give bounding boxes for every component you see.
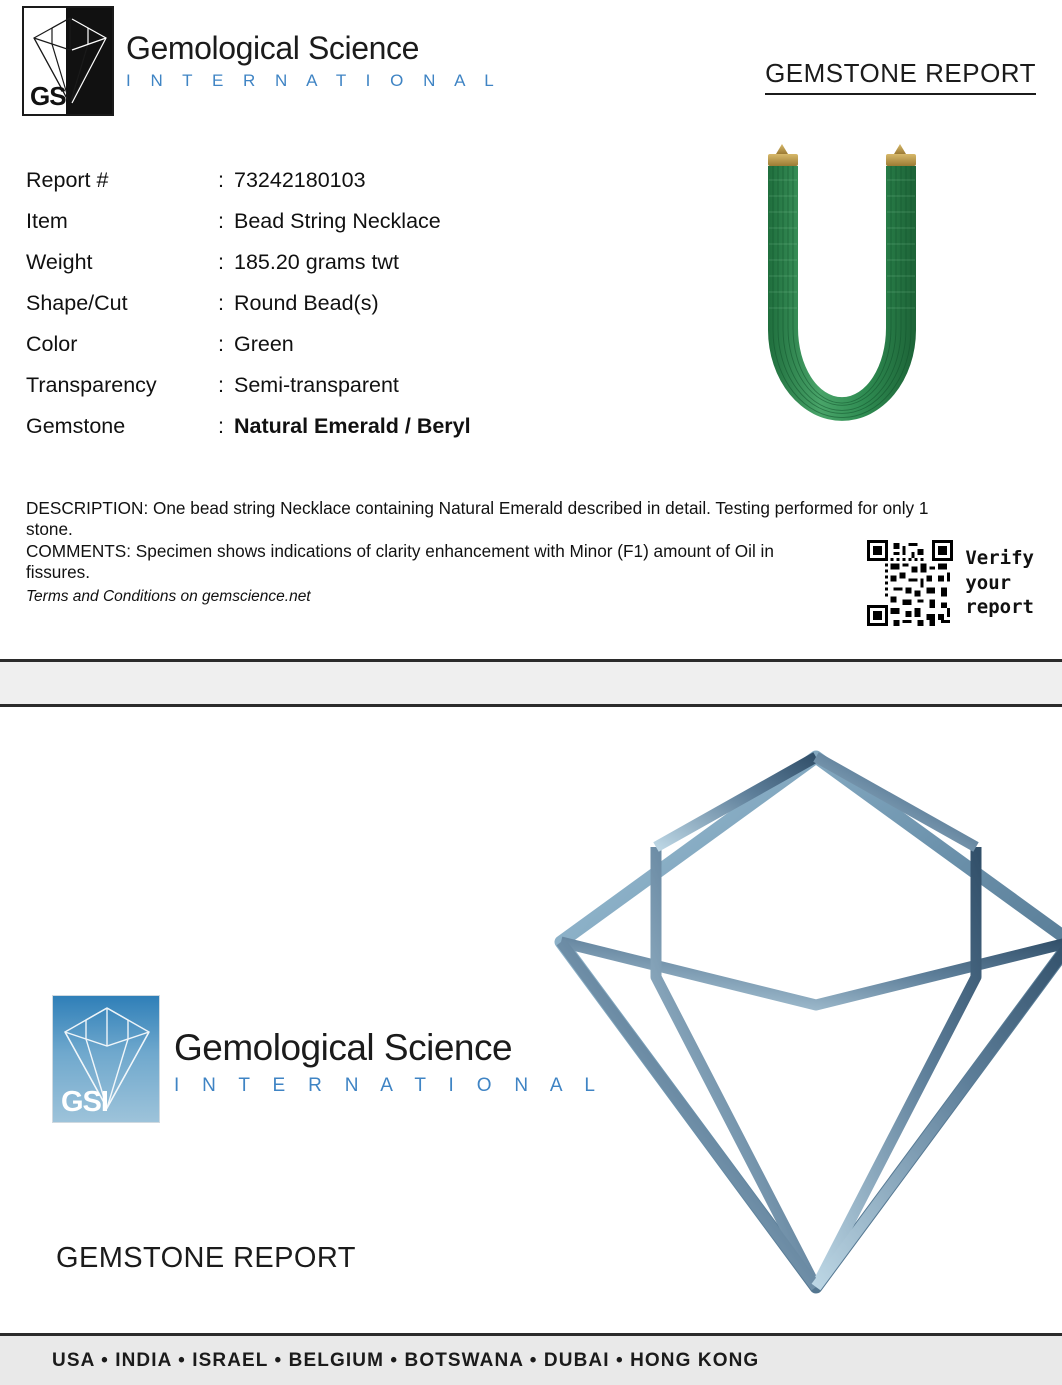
- detail-label: Shape/Cut: [26, 291, 128, 315]
- card-separator: [0, 662, 1062, 707]
- necklace-illustration-icon: [744, 140, 984, 470]
- comments-text: COMMENTS: Specimen shows indications of clarity enhancement with Minor (F1) amount of Oil in fissures.: [26, 540, 774, 582]
- detail-row-shape-cut: [26, 291, 586, 332]
- qr-code-icon[interactable]: [867, 540, 953, 626]
- detail-row-item: [26, 209, 586, 250]
- description-block: [26, 498, 976, 608]
- detail-value: 73242180103: [234, 168, 366, 192]
- gemstone-photo: [744, 140, 984, 470]
- detail-label: Gemstone: [26, 414, 126, 438]
- detail-row-color: [26, 332, 586, 373]
- certificate-top-card: [0, 0, 1062, 662]
- detail-separator: :: [218, 291, 224, 315]
- verify-line-3: report: [965, 596, 1034, 619]
- footer-bar: [0, 1333, 1062, 1385]
- verify-label: [965, 546, 1034, 620]
- verify-line-1: Verify: [965, 546, 1034, 569]
- detail-value: Semi-transparent: [234, 373, 399, 397]
- detail-value: Round Bead(s): [234, 291, 379, 315]
- detail-row-weight: [26, 250, 586, 291]
- detail-label: Report #: [26, 168, 109, 192]
- diamond-outline-svg: [526, 727, 1062, 1307]
- detail-value: Bead String Necklace: [234, 209, 441, 233]
- brand-subtitle: I N T E R N A T I O N A L: [174, 1075, 604, 1096]
- detail-separator: :: [218, 250, 224, 274]
- footer-locations: USA • INDIA • ISRAEL • BELGIUM • BOTSWANA • DUBAI • HONG KONG: [52, 1349, 760, 1371]
- terms-text: Terms and Conditions on gemscience.net: [26, 587, 311, 605]
- brand-name: Gemological Science: [126, 30, 419, 66]
- description-text: DESCRIPTION: One bead string Necklace containing Natural Emerald described in detail. Testing performed for only 1 stone.: [26, 498, 929, 539]
- detail-value: Natural Emerald / Beryl: [234, 414, 471, 438]
- detail-value: 185.20 grams twt: [234, 250, 399, 274]
- brand-name: Gemological Science: [174, 1027, 513, 1068]
- verify-report-block[interactable]: [867, 540, 1034, 626]
- detail-row-gemstone: [26, 414, 586, 455]
- gsi-logo-mark-text: GSI: [61, 1086, 108, 1118]
- brand-subtitle: I N T E R N A T I O N A L: [126, 71, 502, 90]
- detail-separator: :: [218, 168, 224, 192]
- page-title: GEMSTONE REPORT: [765, 58, 1036, 95]
- gem-details-table: [26, 168, 586, 455]
- detail-label: Item: [26, 209, 68, 233]
- detail-separator: :: [218, 373, 224, 397]
- detail-row-transparency: [26, 373, 586, 414]
- detail-label: Color: [26, 332, 78, 356]
- gsi-logo-wordmark: [174, 995, 604, 1097]
- gsi-diamond-logo-icon: [22, 6, 114, 116]
- detail-label: Transparency: [26, 373, 157, 397]
- verify-line-2: your: [965, 571, 1012, 594]
- gsi-diamond-logo-icon: [52, 995, 160, 1123]
- gsi-logo-bottom: [52, 995, 604, 1123]
- gsi-logo: [22, 6, 501, 116]
- detail-separator: :: [218, 414, 224, 438]
- top-card-header: [0, 0, 1062, 130]
- certificate-bottom-card: [0, 707, 1062, 1385]
- detail-separator: :: [218, 332, 224, 356]
- gsi-logo-wordmark: [126, 6, 501, 91]
- gsi-logo-mark-text: GSI: [30, 81, 72, 111]
- detail-label: Weight: [26, 250, 93, 274]
- detail-value: Green: [234, 332, 294, 356]
- qr-code-svg: [867, 540, 953, 626]
- detail-separator: :: [218, 209, 224, 233]
- cover-title: GEMSTONE REPORT: [56, 1242, 356, 1274]
- detail-row-report-number: [26, 168, 586, 209]
- diamond-watermark-icon: [526, 727, 1062, 1307]
